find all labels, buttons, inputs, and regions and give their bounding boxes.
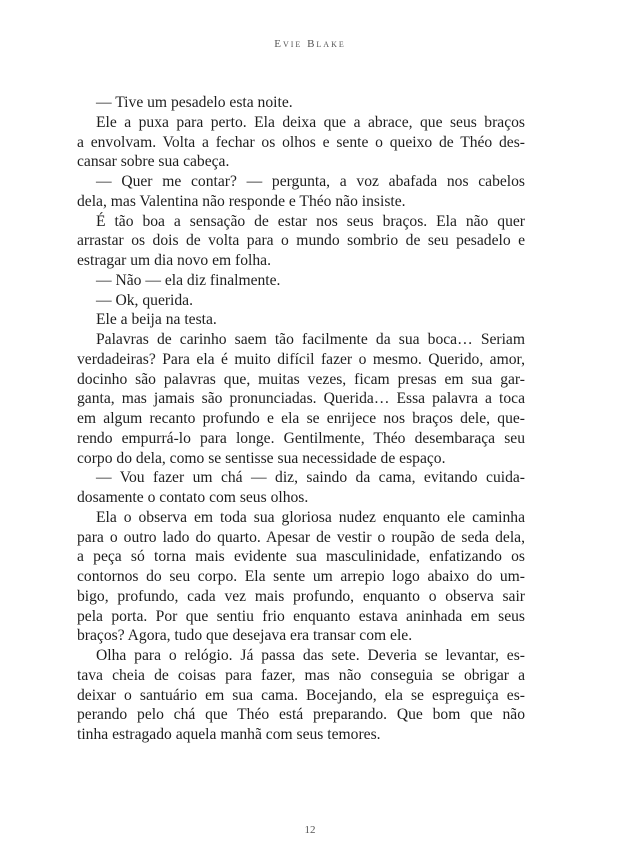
text-line: contornos do seu corpo. Ela sente um arrepio logo abaixo do um- <box>77 568 525 585</box>
text-line: dosamente o contato com seus olhos. <box>77 489 309 506</box>
text-line: braços? Agora, tudo que desejava era transar com ele. <box>77 627 413 645</box>
text-line: tava cheia de coisas para fazer, mas não conseguia se obrigar a <box>77 666 525 684</box>
text-line: — Não — ela diz finalmente. <box>96 271 281 289</box>
text-line: pela porta. Por que sentiu frio enquanto estava aninhada em seus <box>77 607 525 625</box>
text-line: dela, mas Valentina não responde e Théo não insiste. <box>77 192 406 210</box>
text-line: Ela o observa em toda sua gloriosa nudez enquanto ele caminha <box>96 508 525 526</box>
text-line: Palavras de carinho saem tão facilmente da sua boca… Seriam <box>96 331 525 348</box>
text-line: bigo, profundo, cada vez mais profundo, enquanto o observa sair <box>77 587 525 605</box>
text-line: Olha para o relógio. Já passa das sete. Deveria se levantar, es- <box>96 647 525 664</box>
text-line: É tão boa a sensação de estar nos seus braços. Ela não quer <box>96 212 525 230</box>
text-line: — Quer me contar? — pergunta, a voz abafada nos cabelos <box>96 173 525 190</box>
text-line: em algum recanto profundo e ela se enrijece nos braços dele, que- <box>77 410 525 427</box>
text-line: — Vou fazer um chá — diz, saindo da cama, evitando cuida- <box>96 469 525 487</box>
text-line: rendo empurrá-lo para longe. Gentilmente, Théo desembaraça seu <box>77 429 525 447</box>
text-line: — Ok, querida. <box>96 291 194 309</box>
text-line: Ele a puxa para perto. Ela deixa que a abrace, que seus braços <box>96 113 525 131</box>
text-line: docinho são palavras que, muitas vezes, ficam presas em sua gar- <box>77 370 525 388</box>
text-line: corpo do dela, como se sentisse sua necessidade de espaço. <box>77 449 446 467</box>
running-head: Evie Blake <box>274 38 346 50</box>
text-line: ganta, mas jamais são pronunciadas. Querida… Essa palavra a toca <box>77 390 525 408</box>
text-line: cansar sobre sua cabeça. <box>77 153 230 171</box>
text-line: a peça só torna mais evidente sua masculinidade, enfatizando os <box>77 548 525 566</box>
page-number: 12 <box>304 824 316 836</box>
body-text <box>77 93 525 745</box>
text-line: — Tive um pesadelo esta noite. <box>96 94 293 111</box>
text-line: perando pelo chá que Théo está preparando. Que bom que não <box>77 706 525 724</box>
text-line: deixar o santuário em sua cama. Bocejando, ela se espreguiça es- <box>77 686 525 704</box>
text-line: tinha estragado aquela manhã com seus temores. <box>77 726 381 743</box>
text-line: a envolvam. Volta a fechar os olhos e sente o queixo de Théo des- <box>77 133 525 151</box>
text-line: verdadeiras? Para ela é muito difícil fazer o mesmo. Querido, amor, <box>77 350 525 368</box>
text-line: estragar um dia novo em folha. <box>77 252 271 269</box>
text-line: para o outro lado do quarto. Apesar de vestir o roupão de seda dela, <box>77 528 525 546</box>
text-line: arrastar os dois de volta para o mundo sombrio de seu pesadelo e <box>77 232 525 250</box>
text-line: Ele a beija na testa. <box>96 311 217 329</box>
